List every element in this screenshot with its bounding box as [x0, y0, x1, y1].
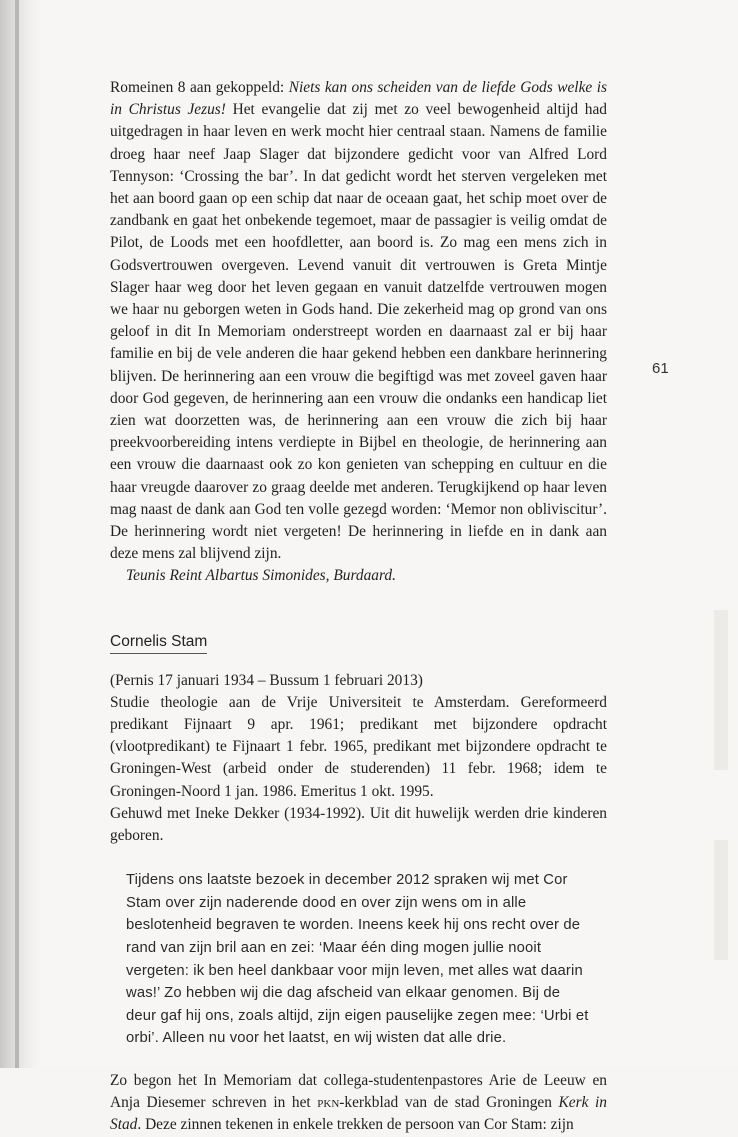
page-gutter-line [15, 0, 19, 1068]
page-gutter-shadow [0, 0, 42, 1068]
paragraph-text: Romeinen 8 aan gekoppeld: [110, 79, 289, 96]
newsletter-title-italic: Kerk in Stad [110, 1094, 608, 1134]
bible-quote-italic: Niets kan ons scheiden van de liefde Gods welke is in Christus Jezus! [110, 79, 607, 119]
paragraph-text: -kerkblad van de stad Groningen [339, 1094, 559, 1112]
biography-block [110, 670, 607, 848]
bio-family: Gehuwd met Ineke Dekker (1934-1992). Uit dit huwelijk werden drie kinderen geboren. [110, 804, 607, 845]
author-signature: Teunis Reint Albartus Simonides, Burdaard. [126, 567, 396, 585]
entry-title: Cornelis Stam [110, 632, 207, 654]
pkn-abbreviation: pkn [317, 1094, 340, 1112]
page-number: 61 [652, 360, 669, 377]
previous-entry-paragraph [110, 77, 607, 565]
closing-paragraph [110, 1070, 607, 1137]
paragraph-text: . Deze zinnen tekenen in enkele trekken de persoon van Cor Stam: zijn [137, 1116, 574, 1134]
paragraph-text: Zo begon het In Memoriam dat collega-studentenpastores Arie de Leeuw en Anja Diesemer schreven in het [110, 1072, 607, 1112]
page-content [110, 77, 607, 1137]
bleed-through-mark [714, 840, 728, 960]
bio-dates: (Pernis 17 januari 1934 – Bussum 1 februari 2013) [110, 671, 423, 689]
paragraph-text: Het evangelie dat zij met zo veel bewogenheid altijd had uitgedragen in haar leven en werk mocht hier centraal staan. Namens de familie droeg haar neef Jaap Slager dat bijzondere gedicht voor van Alfred Lord Tennyson: ‘Crossing the bar’. In dat gedicht wordt het sterven vergeleken met het aan boord gaan op een schip dat naar de oceaan gaat, het schip moet over de zandbank en gaat het onbekende tegemoet, maar de passagier is veilig omdat de Pilot, de Loods met een hoofdletter, aan boord is. Zo mag een mens zich in Godsvertrouwen overgeven. Levend vanuit dit vertrouwen is Greta Mintje Slager haar weg door het leven gegaan en vanuit datzelfde vertrouwen mogen we haar nu geborgen weten in Gods hand. Die zekerheid mag op grond van ons geloof in dit In Memoriam onderstreept worden en daarnaast zal er bij haar familie en bij de vele anderen die haar gekend hebben een dankbare herinnering blijven. De herinnering aan een vrouw die begiftigd was met zoveel gaven haar door God gegeven, de herinnering aan een vrouw die ondanks een handicap liet zien wat doorzetten was, de herinnering aan een vrouw die zich bij haar preekvoorbereiding intens verdiepte in Bijbel en theologie, de herinnering aan een vrouw die daarnaast ook zo kon genieten van schepping en cultuur en die haar vreugde daarover zo graag deelde met anderen. Terugkijkend op haar leven mag naast de dank aan God ten volle gezegd worden: ‘Memor non obliviscitur’. De herinnering wordt niet vergeten! De herinnering in liefde en in dank aan deze mens zal blijvend zijn. [110, 101, 607, 563]
bio-career: Studie theologie aan de Vrije Universiteit te Amsterdam. Gereformeerd predikant Fijnaart 9 apr. 1961; predikant met bijzondere opdracht (vlootpredikant) te Fijnaart 1 febr. 1965, predikant met bijzondere opdracht te Groningen-West (arbeid onder de studerenden) 11 febr. 1968; idem te Groningen-Noord 1 jan. 1986. Emeritus 1 okt. 1995. [110, 693, 607, 800]
bleed-through-mark [714, 610, 728, 770]
memorial-quote: Tijdens ons laatste bezoek in december 2012 spraken wij met Cor Stam over zijn naderende dood en over zijn wens om in alle beslotenheid begraven te worden. Ineens keek hij ons recht over de rand van zijn bril aan en zei: ‘Maar één ding mogen jullie nooit vergeten: ik ben heel dankbaar voor mijn leven, met alles wat daarin was!’ Zo hebben wij die dag afscheid van elkaar genomen. Bij de deur gaf hij ons, zoals altijd, zijn eigen pauselijke zegen mee: ‘Urbi et orbi’. Alleen nu voor het laatst, en wij wisten dat alle drie. [126, 872, 589, 1047]
